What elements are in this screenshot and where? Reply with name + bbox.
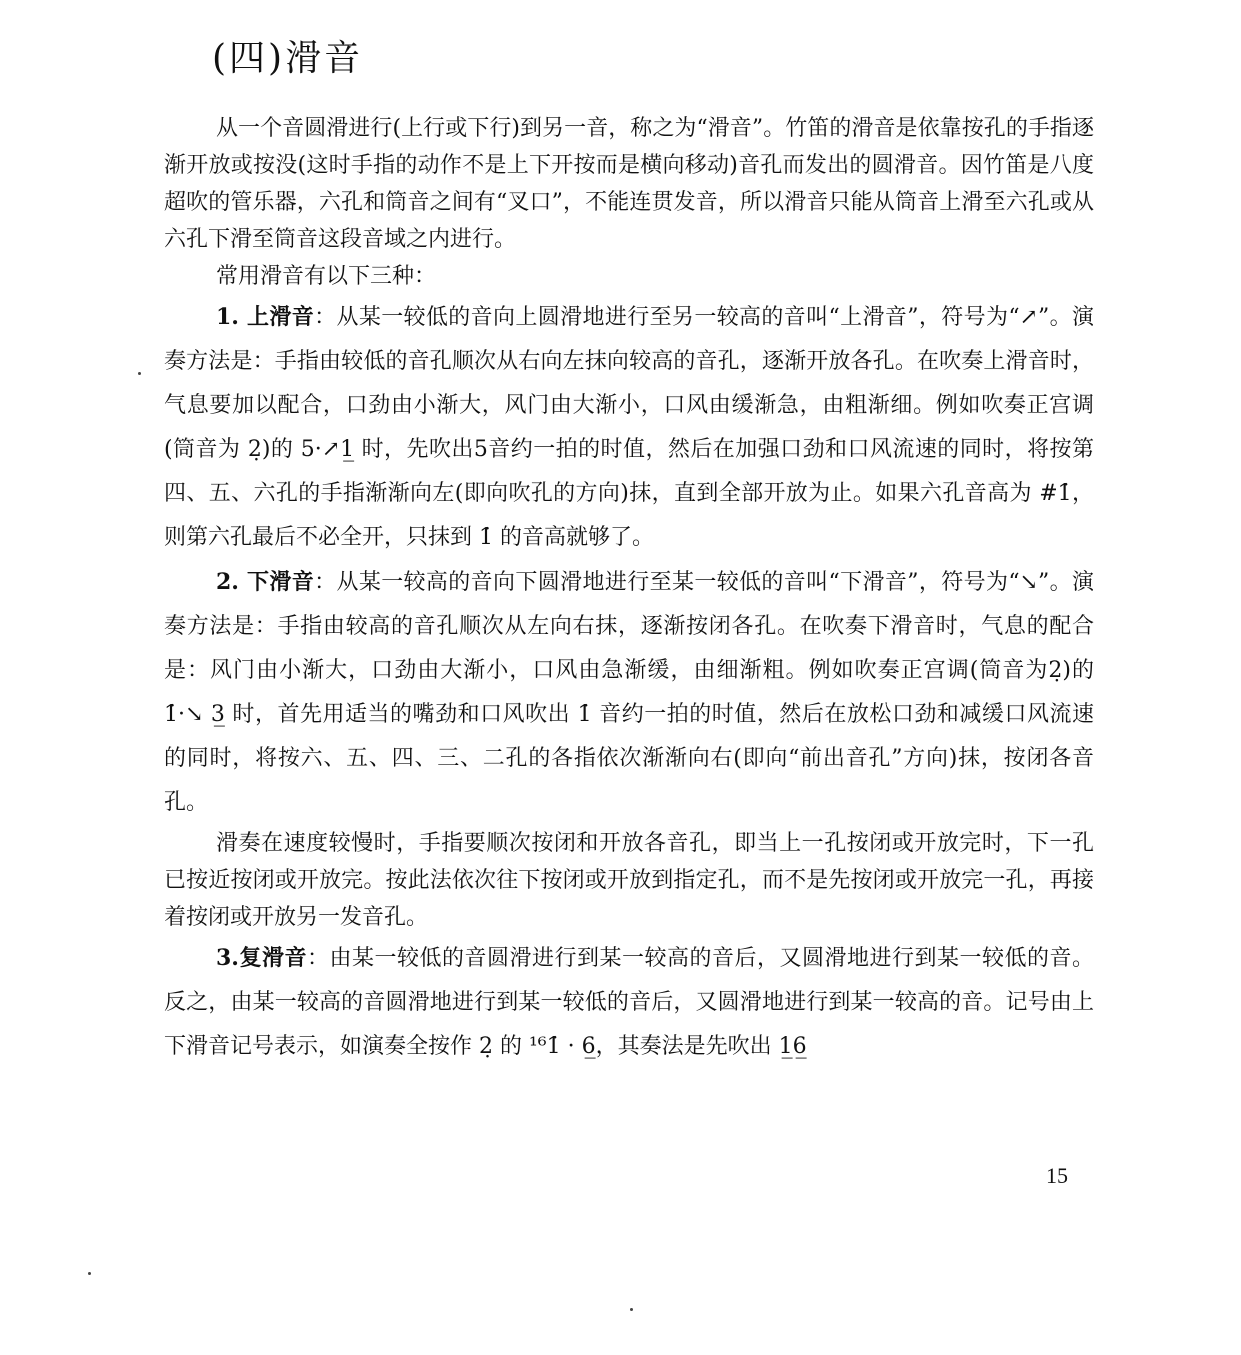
paragraph-downward-glide	[164, 560, 1094, 825]
paragraph-label: 2. 下滑音	[216, 569, 315, 595]
paragraph-label: 3.复滑音	[216, 945, 307, 971]
paragraph-text: 滑奏在速度较慢时，手指要顺次按闭和开放各音孔，即当上一孔按闭或开放完时，下一孔已按近按闭或开放完。按此法依次往下按闭或开放到指定孔，而不是先按闭或开放完一孔，再接着按闭或开放另一发音孔。	[164, 831, 1094, 930]
paragraph-types	[164, 258, 1094, 295]
paragraph-text: ：由某一较低的音圆滑进行到某一较高的音后，又圆滑地进行到某一较低的音。反之，由某一较高的音圆滑地进行到某一较低的音后，又圆滑地进行到某一较高的音。记号由上下滑音记号表示，如演奏全按作 2̣ 的 ¹⁶1̇ · 6̲，其奏法是先吹出 1̲6̲	[164, 946, 1094, 1059]
scan-speck	[138, 372, 141, 375]
paragraph-label: 1. 上滑音	[216, 304, 315, 330]
page-number: 15	[1046, 1163, 1068, 1188]
scan-speck	[88, 1272, 91, 1275]
paragraph-intro	[164, 110, 1094, 258]
paragraph-compound-glide	[164, 936, 1094, 1069]
paragraph-text: ：从某一较低的音向上圆滑地进行至另一较高的音叫“上滑音”，符号为“↗”。演奏方法是：手指由较低的音孔顺次从右向左抹向较高的音孔，逐渐开放各孔。在吹奏上滑音时，气息要加以配合，口劲由小渐大，风门由大渐小，口风由缓渐急，由粗渐细。例如吹奏正宫调(筒音为 2̣)的 5·↗1̲ 时，先吹出5音约一拍的时值，然后在加强口劲和口风流速的同时，将按第四、五、六孔的手指渐渐向左(即向吹孔的方向)抹，直到全部开放为止。如果六孔音高为 #1̇，则第六孔最后不必全开，只抹到 1̇ 的音高就够了。	[164, 305, 1094, 550]
body-text	[164, 110, 1094, 1069]
paragraph-text: ：从某一较高的音向下圆滑地进行至某一较低的音叫“下滑音”，符号为“↘”。演奏方法是：手指由较高的音孔顺次从左向右抹，逐渐按闭各孔。在吹奏下滑音时，气息的配合是：风门由小渐大，口劲由大渐小，口风由急渐缓，由细渐粗。例如吹奏正宫调(筒音为2̣)的 1̇·↘ 3̲ 时，首先用适当的嘴劲和口风吹出 1̇ 音约一拍的时值，然后在放松口劲和减缓口风流速的同时，将按六、五、四、三、二孔的各指依次渐渐向右(即向“前出音孔”方向)抹，按闭各音孔。	[164, 570, 1094, 815]
section-title: (四)滑音	[212, 38, 364, 79]
paragraph-upward-glide	[164, 295, 1094, 560]
paragraph-text: 从一个音圆滑进行(上行或下行)到另一音，称之为“滑音”。竹笛的滑音是依靠按孔的手指逐渐开放或按没(这时手指的动作不是上下开按而是横向移动)音孔而发出的圆滑音。因竹笛是八度超吹的管乐器，六孔和筒音之间有“叉口”，不能连贯发音，所以滑音只能从筒音上滑至六孔或从六孔下滑至筒音这段音域之内进行。	[164, 116, 1094, 252]
paragraph-text: 常用滑音有以下三种：	[216, 264, 437, 289]
paragraph-slow-glide	[164, 825, 1094, 936]
scan-speck	[630, 1308, 633, 1311]
